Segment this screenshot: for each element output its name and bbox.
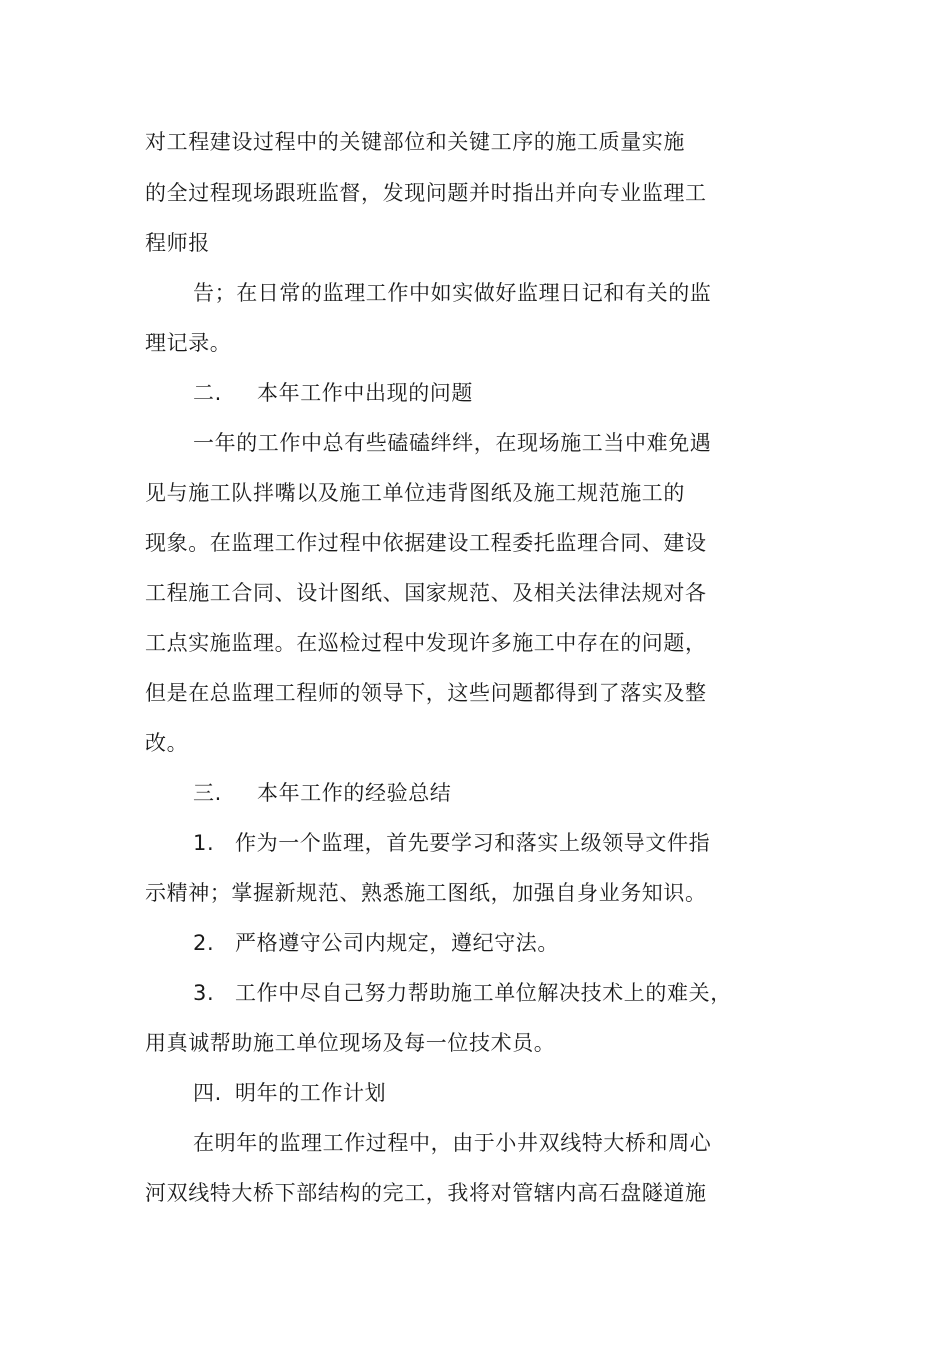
list-item-2 [193,926,559,960]
paragraph-line: 现象。在监理工作过程中依据建设工程委托监理合同、建设 [145,531,707,555]
section-title: 本年工作中出现的问题 [257,381,473,405]
paragraph-line: 见与施工队拌嘴以及施工单位违背图纸及施工规范施工的 [145,481,685,505]
paragraph-line: 告；在日常的监理工作中如实做好监理日记和有关的监 [193,281,712,305]
item-text: 严格遵守公司内规定，遵纪守法。 [235,931,559,955]
item-text: 作为一个监理，首先要学习和落实上级领导文件指 [235,831,711,855]
list-item-1 [193,826,710,860]
paragraph-line: 但是在总监理工程师的领导下，这些问题都得到了落实及整 [145,681,707,705]
paragraph-line: 用真诚帮助施工单位现场及每一位技术员。 [145,1031,556,1055]
section-number: 四. [193,1081,222,1105]
item-text: 工作中尽自己努力帮助施工单位解决技术上的难关， [235,981,732,1005]
section-title: 本年工作的经验总结 [257,781,452,805]
paragraph-line: 工点实施监理。在巡检过程中发现许多施工中存在的问题， [145,631,707,655]
paragraph-line: 一年的工作中总有些磕磕绊绊，在现场施工当中难免遇 [193,431,712,455]
paragraph-line: 程师报 [145,231,210,255]
section-heading-3 [193,776,451,810]
paragraph-line: 河双线特大桥下部结构的完工，我将对管辖内高石盘隧道施 [145,1181,707,1205]
item-number: 2. [193,931,215,955]
paragraph-line: 的全过程现场跟班监督，发现问题并时指出并向专业监理工 [145,181,707,205]
paragraph-line: 理记录。 [145,331,232,355]
paragraph-line: 在明年的监理工作过程中，由于小井双线特大桥和周心 [193,1131,712,1155]
item-number: 3. [193,981,215,1005]
item-number: 1. [193,831,215,855]
list-item-3 [193,976,732,1010]
section-heading-2 [193,376,473,410]
paragraph-line: 示精神；掌握新规范、熟悉施工图纸，加强自身业务知识。 [145,881,707,905]
section-number: 三. [193,781,222,805]
section-number: 二. [193,381,222,405]
paragraph-line: 改。 [145,731,189,755]
paragraph-line: 工程施工合同、设计图纸、国家规范、及相关法律法规对各 [145,581,707,605]
section-title: 明年的工作计划 [235,1081,387,1105]
paragraph-line: 对工程建设过程中的关键部位和关键工序的施工质量实施 [145,130,685,154]
section-heading-4 [193,1076,386,1110]
